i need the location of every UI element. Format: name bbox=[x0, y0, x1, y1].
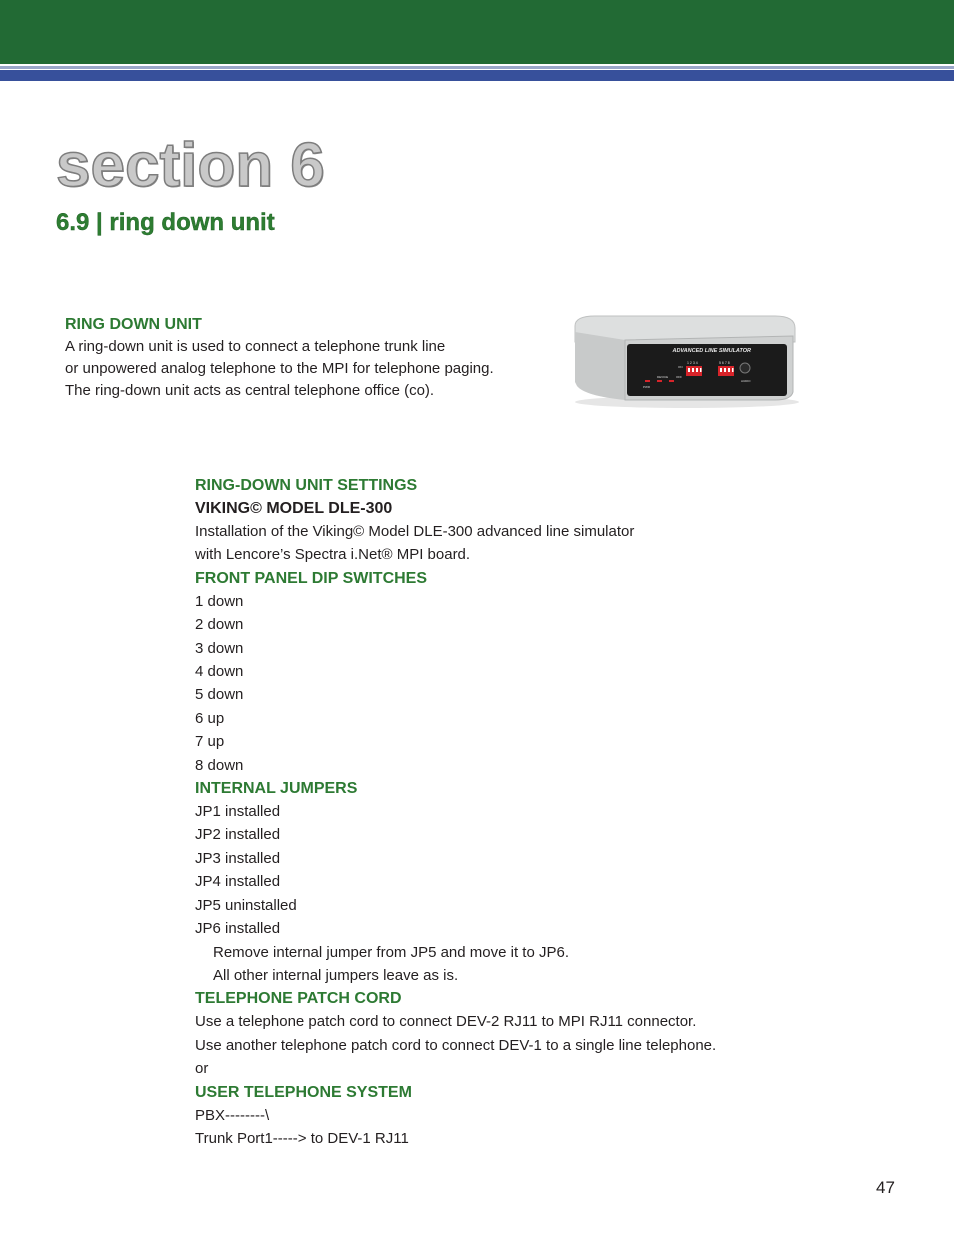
description-line: with Lencore’s Spectra i.Net® MPI board. bbox=[195, 546, 471, 564]
model-heading: VIKING© MODEL DLE-300 bbox=[195, 500, 393, 517]
dip-switch-item: 6 up bbox=[195, 709, 225, 727]
jumper-item: JP4 installed bbox=[195, 873, 281, 891]
device-illustration bbox=[565, 312, 805, 412]
jumper-item: JP2 installed bbox=[195, 826, 281, 844]
header-rule-blue bbox=[0, 70, 954, 81]
jumper-item: JP1 installed bbox=[195, 803, 281, 821]
description-line: Installation of the Viking© Model DLE-300 advanced line simulator bbox=[195, 523, 635, 540]
jumper-note: All other internal jumpers leave as is. bbox=[213, 966, 459, 984]
ring-down-unit-photo bbox=[565, 312, 805, 412]
dip-switches-heading: FRONT PANEL DIP SWITCHES bbox=[195, 569, 428, 587]
dip-digits-left: 1 2 3 4 bbox=[687, 361, 698, 365]
dip-switch-item: 2 down bbox=[195, 616, 244, 634]
patch-cord-heading: TELEPHONE PATCH CORD bbox=[195, 990, 402, 1008]
label-pwr: PWR bbox=[643, 385, 650, 389]
settings-heading: RING-DOWN UNIT SETTINGS bbox=[195, 477, 418, 494]
header-band bbox=[0, 0, 954, 64]
intro-heading: RING DOWN UNIT bbox=[65, 316, 202, 333]
jumper-item: JP6 installed bbox=[195, 920, 281, 938]
jumper-item: JP3 installed bbox=[195, 849, 281, 867]
jumper-note: Remove internal jumper from JP5 and move it to JP6. bbox=[213, 943, 569, 961]
dip-switch-item: 8 down bbox=[195, 756, 244, 774]
dip-switch-item: 7 up bbox=[195, 733, 225, 751]
panel-label: ADVANCED LINE SIMULATOR bbox=[672, 348, 751, 354]
intro-line: A ring-down unit is used to connect a telephone trunk line bbox=[65, 338, 446, 355]
label-device: DEVICE bbox=[657, 375, 669, 379]
jumpers-heading: INTERNAL JUMPERS bbox=[195, 780, 358, 798]
telephone-system-line: Trunk Port1-----> to DEV-1 RJ11 bbox=[195, 1129, 409, 1147]
page-number: 47 bbox=[876, 1178, 895, 1197]
patch-cord-line: Use another telephone patch cord to connect DEV-1 to a single line telephone. bbox=[195, 1036, 717, 1054]
dip-switch-item: 5 down bbox=[195, 686, 244, 704]
label-off: OFF bbox=[676, 375, 682, 379]
header-rule-light bbox=[0, 66, 954, 69]
telephone-system-heading: USER TELEPHONE SYSTEM bbox=[195, 1083, 412, 1101]
intro-line: The ring-down unit acts as central telephone office (co). bbox=[65, 382, 435, 399]
label-on: ON bbox=[678, 365, 683, 369]
telephone-system-line: PBX--------\ bbox=[195, 1106, 270, 1124]
dip-digits-right: 5 6 7 8 bbox=[719, 361, 730, 365]
intro-block bbox=[65, 313, 555, 402]
subsection-title: 6.9 | ring down unit bbox=[56, 209, 275, 236]
dip-switch-item: 3 down bbox=[195, 639, 244, 657]
settings-block bbox=[195, 474, 795, 1150]
jumper-item: JP5 uninstalled bbox=[195, 896, 297, 914]
audio-knob bbox=[740, 363, 750, 373]
section-title: section 6 bbox=[56, 131, 325, 200]
intro-line: or unpowered analog telephone to the MPI for telephone paging. bbox=[65, 360, 494, 377]
dip-switch-item: 4 down bbox=[195, 663, 244, 681]
dip-switch-item: 1 down bbox=[195, 592, 244, 610]
patch-cord-line: Use a telephone patch cord to connect DEV-2 RJ11 to MPI RJ11 connector. bbox=[195, 1013, 697, 1031]
label-audio: AUDIO bbox=[741, 379, 751, 383]
patch-cord-line: or bbox=[195, 1060, 209, 1078]
